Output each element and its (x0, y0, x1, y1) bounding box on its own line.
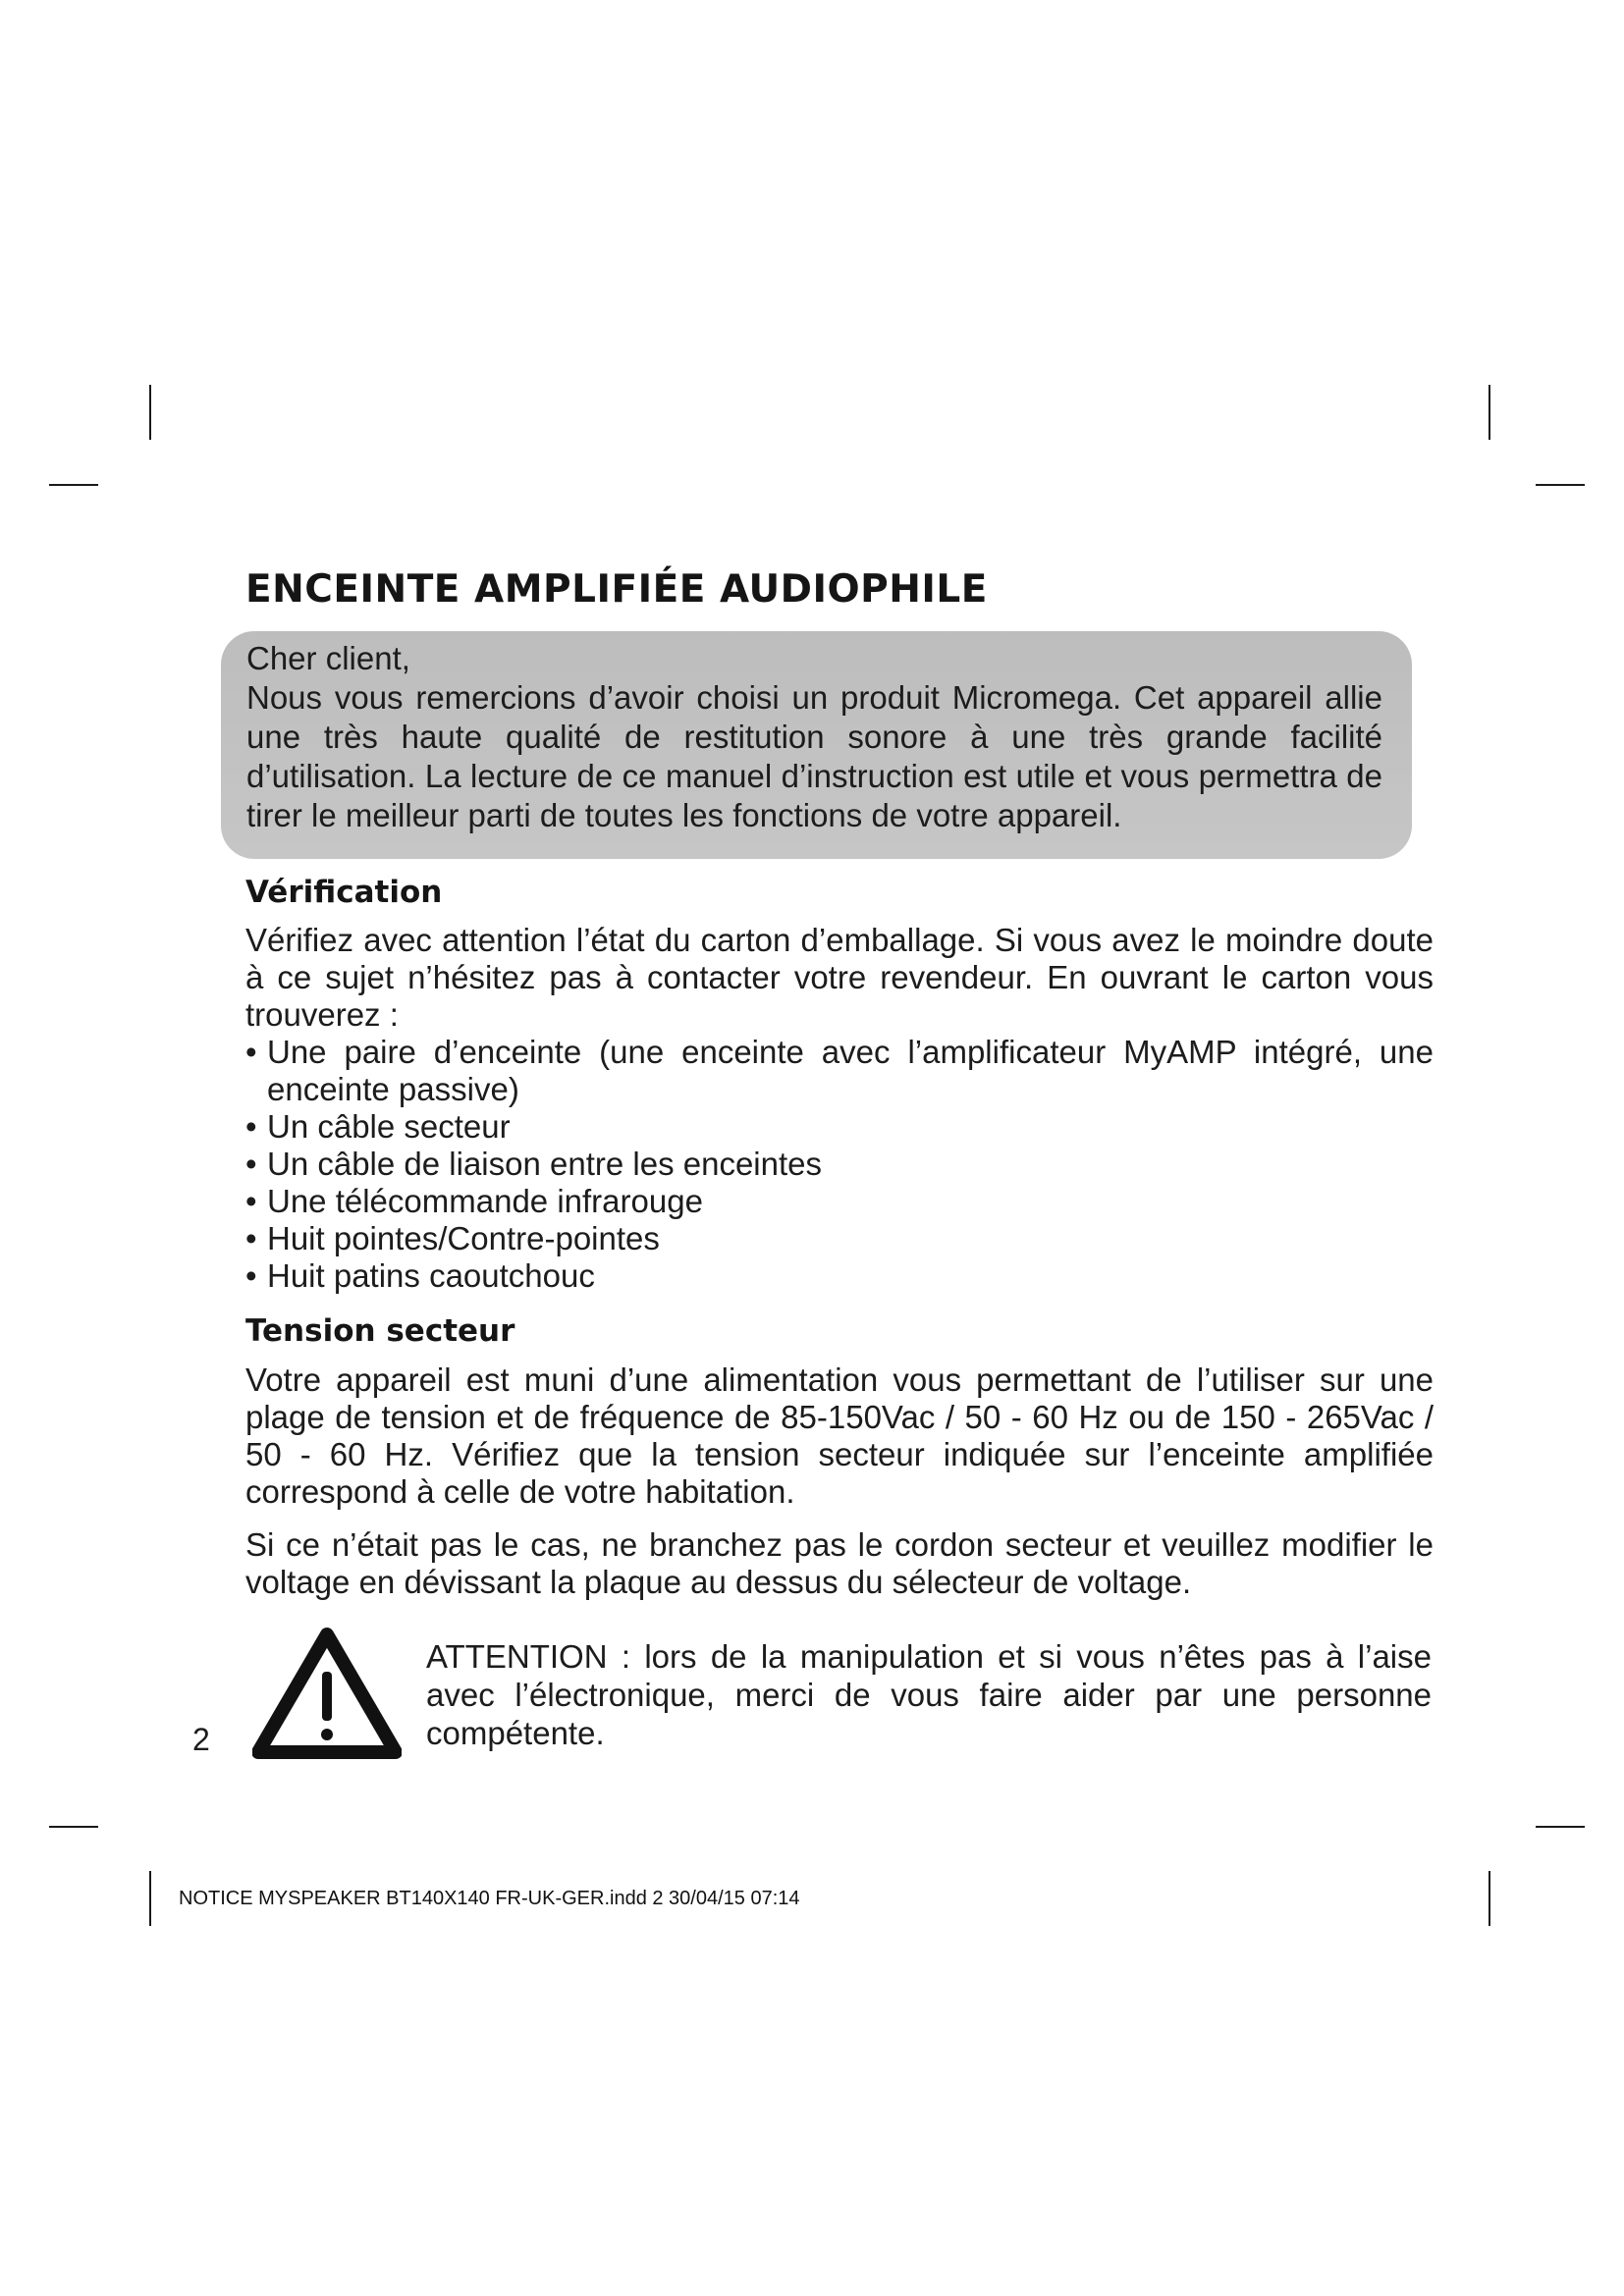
crop-mark-top-left-vertical (149, 385, 151, 440)
print-slug: NOTICE MYSPEAKER BT140X140 FR-UK-GER.indd 2 30/04/15 07:14 (179, 1888, 800, 1909)
warning-text: ATTENTION : lors de la manipulation et si vous n’êtes pas à l’aise avec l’électronique, merci de vous faire aider par une personne compétente. (426, 1638, 1432, 1751)
list-item: • Huit pointes/Contre-pointes (245, 1220, 1434, 1257)
crop-mark-bottom-left-vertical (149, 1871, 151, 1926)
tension-paragraph-1: Votre appareil est muni d’une alimentation vous permettant de l’utiliser sur une plage de tension et de fréquence de 85-150Vac / 50 - 60 Hz ou de 150 - 265Vac / 50 - 60 Hz. Vérifiez que la tension secteur indiquée sur l’enceinte amplifiée correspond à celle de votre habitation. (245, 1362, 1434, 1510)
crop-mark-bottom-right-horizontal (1536, 1826, 1585, 1828)
tension-section (245, 1362, 1434, 1601)
list-item: • Une télécommande infrarouge (245, 1183, 1434, 1220)
package-contents-list (245, 1034, 1434, 1295)
page-number: 2 (192, 1722, 210, 1757)
tension-heading: Tension secteur (245, 1313, 515, 1349)
tension-paragraph-2: Si ce n’était pas le cas, ne branchez pas le cordon secteur et veuillez modifier le voltage en dévissant la plaque au dessus du sélecteur de voltage. (245, 1526, 1434, 1600)
verification-heading: Vérification (245, 875, 443, 910)
crop-mark-bottom-right-vertical (1489, 1871, 1490, 1926)
crop-mark-top-right-vertical (1489, 385, 1490, 440)
intro-greeting: Cher client, (246, 640, 410, 676)
crop-mark-top-left-horizontal (49, 484, 98, 486)
intro-text: Nous vous remercions d’avoir choisi un produit Micromega. Cet appareil allie une très haute qualité de restitution sonore à une très grande facilité d’utilisation. La lecture de ce manuel d’instruction est utile et vous permettra de tirer le meilleur parti de toutes les fonctions de votre appareil. (246, 679, 1382, 833)
intro-box (221, 631, 1412, 859)
verification-text: Vérifiez avec attention l’état du carton d’emballage. Si vous avez le moindre doute à ce sujet n’hésitez pas à contacter votre revendeur. En ouvrant le carton vous trouverez : (245, 922, 1434, 1033)
warning-triangle-icon (252, 1627, 402, 1762)
list-item: • Une paire d’enceinte (une enceinte avec l’amplificateur MyAMP intégré, une enceinte passive) (245, 1034, 1434, 1108)
verification-section (245, 922, 1434, 1295)
list-item: • Un câble de liaison entre les enceintes (245, 1146, 1434, 1183)
list-item: • Un câble secteur (245, 1108, 1434, 1146)
page-title: ENCEINTE AMPLIFIÉE AUDIOPHILE (245, 567, 988, 612)
crop-mark-top-right-horizontal (1536, 484, 1585, 486)
list-item: • Huit patins caoutchouc (245, 1257, 1434, 1295)
crop-mark-bottom-left-horizontal (49, 1826, 98, 1828)
